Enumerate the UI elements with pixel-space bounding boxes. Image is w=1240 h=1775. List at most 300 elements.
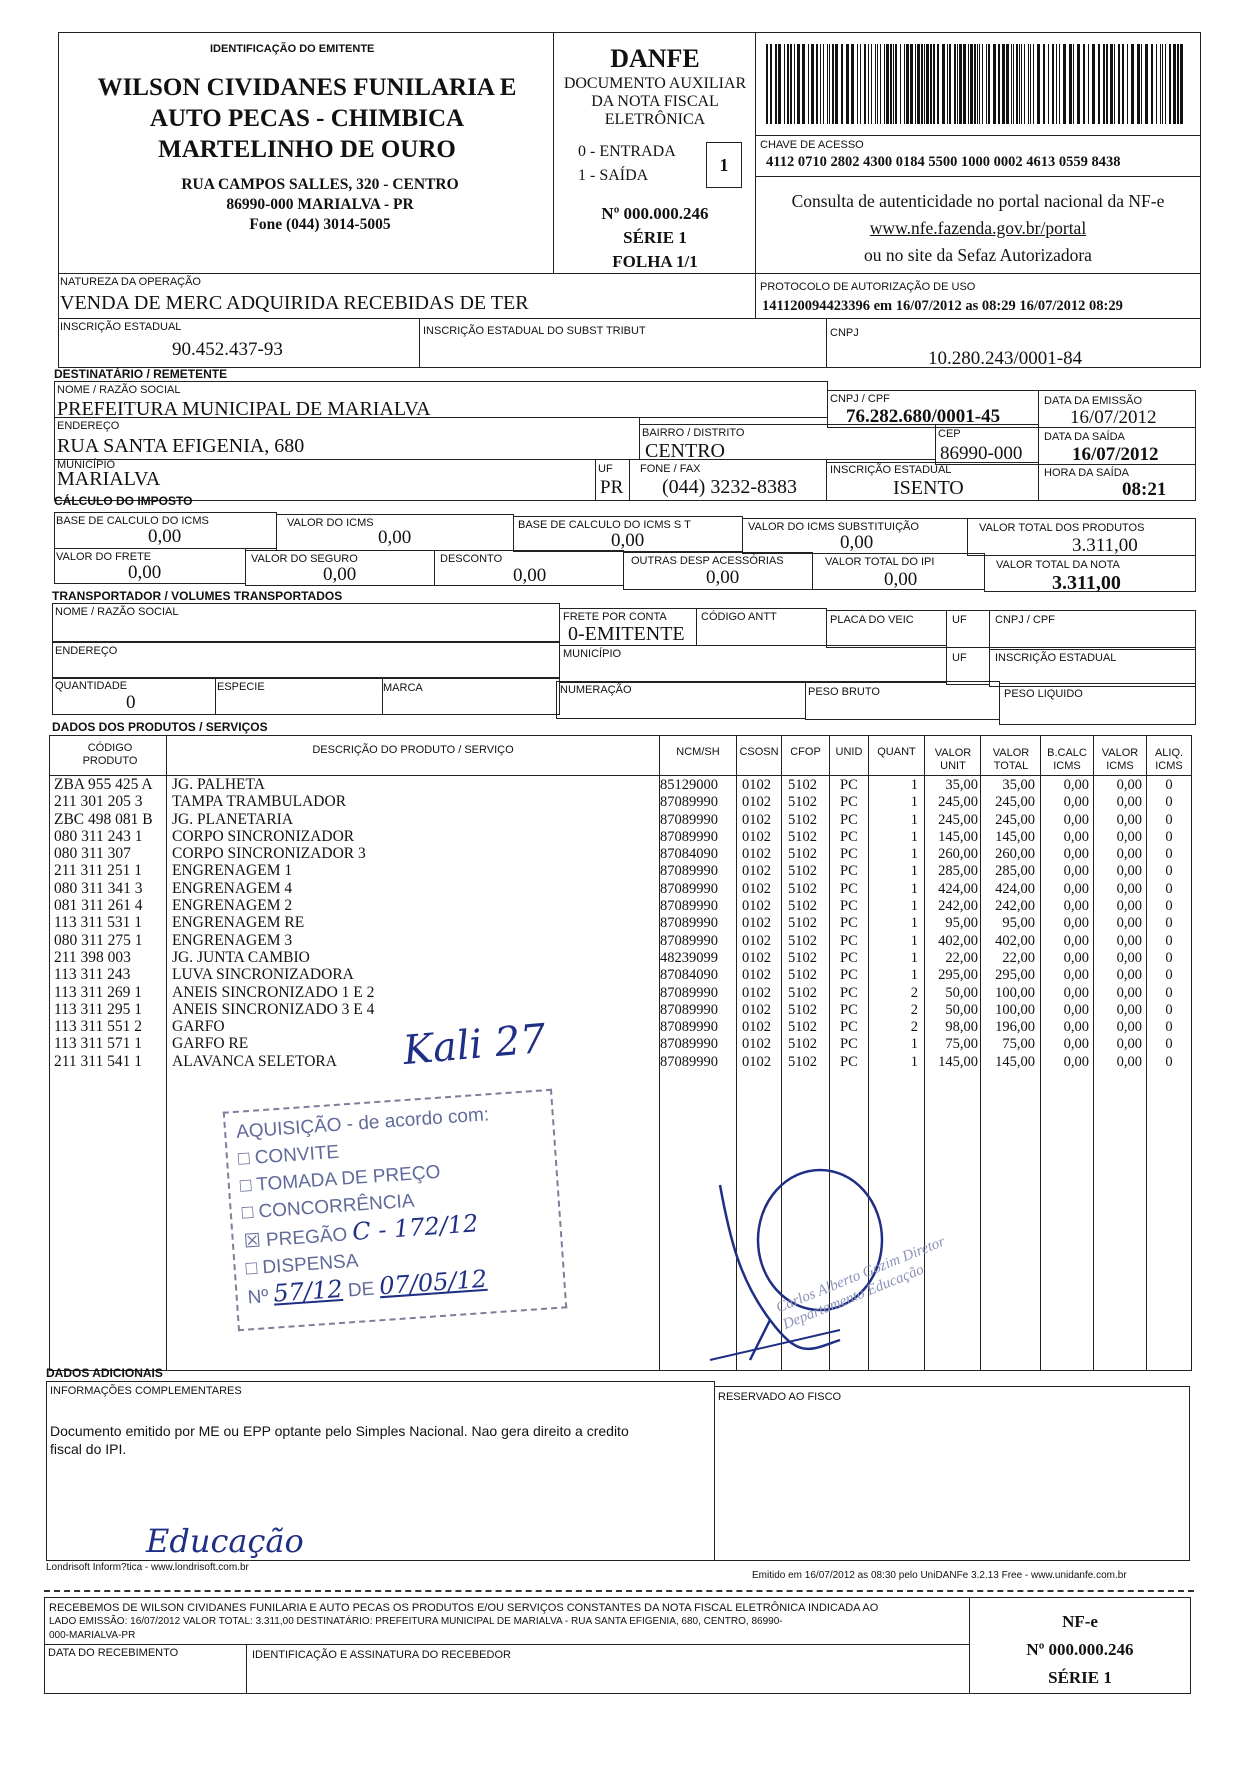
item-quant: 1	[910, 898, 918, 915]
item-descricao: JG. PALHETA	[172, 776, 265, 793]
item-vicms: 0,00	[1116, 1036, 1142, 1053]
barcode-bar	[937, 44, 939, 124]
item-unid: PC	[840, 863, 858, 880]
transportador-section-label: TRANSPORTADOR / VOLUMES TRANSPORTADOS	[52, 589, 343, 603]
barcode-bar	[1073, 44, 1074, 124]
barcode-bar	[968, 44, 969, 124]
canhoto-divider	[44, 1644, 970, 1645]
transp-placa-label: PLACA DO VEIC	[830, 614, 914, 626]
info-line1: Documento emitido por ME ou EPP optante pelo Simples Nacional. Nao gera direito a credito	[50, 1423, 629, 1439]
item-csosn: 0102	[742, 1036, 771, 1053]
imp-ipi-label: VALOR TOTAL DO IPI	[825, 556, 935, 568]
item-csosn: 0102	[742, 898, 771, 915]
item-vicms: 0,00	[1116, 880, 1142, 897]
item-csosn: 0102	[742, 863, 771, 880]
col-header-bcalc: B.CALC ICMS	[1047, 747, 1087, 772]
imp-base-icms-label: BASE DE CALCULO DO ICMS	[56, 515, 209, 527]
transp-qtd-label: QUANTIDADE	[55, 680, 128, 692]
barcode-bar	[957, 44, 958, 124]
signature-bottom: Educação	[146, 1522, 304, 1560]
transp-peso-liquido-label: PESO LIQUIDO	[1004, 688, 1083, 700]
item-vicms: 0,00	[1116, 984, 1142, 1001]
barcode-bar	[906, 44, 909, 124]
item-quant: 2	[910, 1001, 918, 1018]
item-cfop: 5102	[788, 1053, 817, 1070]
item-cfop: 5102	[788, 949, 817, 966]
item-csosn: 0102	[742, 967, 771, 984]
dest-saida-label: DATA DA SAÍDA	[1044, 431, 1125, 443]
natureza-value: VENDA DE MERC ADQUIRIDA RECEBIDAS DE TER	[60, 292, 529, 314]
barcode-bar	[1019, 44, 1020, 124]
item-aliq: 0	[1165, 967, 1173, 984]
col-header-descricao: DESCRIÇÃO DO PRODUTO / SERVIÇO	[312, 744, 514, 756]
item-descricao: TAMPA TRAMBULADOR	[172, 793, 347, 811]
item-ncm: 87089990	[660, 863, 718, 880]
item-vunit: 50,00	[945, 1001, 978, 1018]
dest-cnpj: 76.282.680/0001-45	[846, 406, 1001, 427]
imp-desconto-label: DESCONTO	[440, 553, 503, 565]
transp-endereco-label: ENDEREÇO	[55, 645, 118, 657]
transp-numeracao-label: NUMERAÇÃO	[560, 684, 632, 696]
barcode-bar	[1156, 44, 1157, 124]
imp-total-prod-label: VALOR TOTAL DOS PRODUTOS	[979, 522, 1145, 534]
col-ncm	[660, 777, 735, 1071]
cnpj-emit-label: CNPJ	[830, 327, 859, 339]
col-vicms	[1094, 777, 1142, 1071]
barcode-bar	[1030, 44, 1031, 124]
stamp-line6-text: DISPENSA	[261, 1250, 360, 1279]
item-vtotal: 100,00	[995, 1001, 1035, 1018]
barcode-bar	[959, 44, 962, 124]
item-ncm: 87089990	[660, 828, 718, 845]
danfe-tipo-box	[706, 142, 742, 188]
item-vunit: 242,00	[938, 898, 978, 915]
item-cfop: 5102	[788, 863, 817, 880]
barcode-bar	[1063, 44, 1066, 124]
item-vtotal: 245,00	[995, 794, 1035, 811]
barcode-bar	[846, 44, 849, 124]
item-aliq: 0	[1165, 1036, 1173, 1053]
consulta-block	[757, 188, 1199, 269]
consulta-text: Consulta de autenticidade no portal nacional da NF-e	[791, 191, 1165, 211]
imp-icms-sub-label: VALOR DO ICMS SUBSTITUIÇÃO	[748, 521, 919, 533]
item-vicms: 0,00	[1116, 949, 1142, 966]
barcode-bar	[778, 44, 781, 124]
item-vunit: 145,00	[938, 1053, 978, 1070]
item-vtotal: 245,00	[995, 811, 1035, 828]
item-quant: 1	[910, 794, 918, 811]
barcode-bar	[924, 44, 925, 124]
col-header-unid: UNID	[835, 746, 863, 758]
emitente-phone: Fone (044) 3014-5005	[249, 216, 391, 233]
dest-nome-label: NOME / RAZÃO SOCIAL	[57, 384, 181, 396]
transp-peso-bruto-label: PESO BRUTO	[808, 686, 880, 698]
col-vtotal	[981, 777, 1035, 1071]
col-header-ncm: NCM/SH	[676, 746, 720, 758]
item-codigo: 113 311 295 1	[54, 1000, 142, 1018]
imp-base-icms: 0,00	[148, 526, 182, 547]
dest-cnpj-label: CNPJ / CPF	[830, 393, 890, 405]
barcode-bar	[775, 44, 777, 124]
item-quant: 2	[910, 984, 918, 1001]
transp-nome-label: NOME / RAZÃO SOCIAL	[55, 606, 179, 618]
item-ncm: 85129000	[660, 777, 718, 793]
item-vicms: 0,00	[1116, 1001, 1142, 1018]
item-vunit: 145,00	[938, 828, 978, 845]
barcode-bar	[1033, 44, 1034, 124]
dest-hora: 08:21	[1122, 479, 1167, 500]
danfe-numero-block	[555, 202, 755, 274]
barcode-bar	[797, 44, 800, 124]
item-csosn: 0102	[742, 915, 771, 932]
adicionais-section-label: DADOS ADICIONAIS	[46, 1366, 163, 1380]
item-codigo: 211 398 003	[54, 948, 131, 966]
item-ncm: 87084090	[660, 846, 718, 863]
barcode-bar	[1131, 44, 1134, 124]
item-codigo: 113 311 571 1	[54, 1035, 142, 1053]
barcode-bar	[880, 44, 881, 124]
canhoto-ident-label: IDENTIFICAÇÃO E ASSINATURA DO RECEBEDOR	[252, 1649, 511, 1661]
item-aliq: 0	[1165, 777, 1173, 793]
item-bcalc: 0,00	[1063, 949, 1089, 966]
stamp-line7-date: 07/05/12	[378, 1264, 488, 1301]
danfe-sub3: ELETRÔNICA	[604, 111, 706, 128]
item-vtotal: 260,00	[995, 846, 1035, 863]
barcode-bar	[841, 44, 843, 124]
item-csosn: 0102	[742, 880, 771, 897]
col-csosn	[742, 777, 782, 1071]
barcode-bar	[1043, 44, 1045, 124]
item-unid: PC	[840, 1019, 858, 1036]
item-descricao: ANEIS SINCRONIZADO 1 E 2	[172, 983, 375, 1001]
item-unid: PC	[840, 1053, 858, 1070]
item-bcalc: 0,00	[1063, 984, 1089, 1001]
barcode-bar	[979, 44, 980, 124]
col-quant	[870, 777, 918, 1071]
dest-cep-label: CEP	[938, 428, 961, 440]
item-codigo: ZBA 955 425 A	[54, 776, 153, 793]
barcode-bar	[1016, 44, 1018, 124]
item-cfop: 5102	[788, 915, 817, 932]
stamp-line2-text: CONVITE	[254, 1141, 340, 1169]
item-csosn: 0102	[742, 794, 771, 811]
danfe-folha: FOLHA 1/1	[612, 252, 698, 271]
danfe-tipo: 1	[719, 155, 729, 175]
barcode-bar	[802, 44, 805, 124]
dest-fone: (044) 3232-8383	[662, 476, 797, 498]
item-cfop: 5102	[788, 828, 817, 845]
canhoto-nfe-block	[970, 1608, 1190, 1692]
item-codigo: 113 311 531 1	[54, 914, 142, 932]
item-bcalc: 0,00	[1063, 880, 1089, 897]
item-descricao: ENGRENAGEM 4	[172, 879, 293, 897]
item-ncm: 87089990	[660, 1001, 718, 1018]
canhoto-col-line	[246, 1644, 247, 1694]
barcode-bar	[998, 44, 1000, 124]
dest-emissao-label: DATA DA EMISSÃO	[1044, 395, 1143, 407]
dest-uf-label: UF	[598, 463, 613, 475]
barcode-bar	[877, 44, 878, 124]
col-codigo	[54, 776, 166, 1070]
imp-seguro-label: VALOR DO SEGURO	[251, 553, 358, 565]
imp-outras: 0,00	[706, 567, 740, 588]
item-descricao: ENGRENAGEM 1	[172, 862, 293, 880]
aquisicao-stamp	[223, 1089, 568, 1331]
barcode-bar	[1098, 44, 1100, 124]
canhoto-nfe: NF-e	[1062, 1612, 1098, 1631]
item-bcalc: 0,00	[1063, 794, 1089, 811]
ie-value: 90.452.437-93	[172, 339, 283, 360]
emitente-address: RUA CAMPOS SALLES, 320 - CENTRO	[181, 176, 459, 193]
item-aliq: 0	[1165, 915, 1173, 932]
col-header-vicms: VALOR ICMS	[1101, 747, 1139, 772]
item-cfop: 5102	[788, 898, 817, 915]
barcode-bar	[1092, 44, 1095, 124]
barcode-bar	[1110, 44, 1113, 124]
item-unid: PC	[840, 932, 858, 949]
barcode-bar	[1165, 44, 1166, 124]
handwritten-note: Kali 27	[401, 1015, 548, 1075]
barcode-bar	[770, 44, 772, 124]
item-csosn: 0102	[742, 949, 771, 966]
barcode-bar	[917, 44, 920, 124]
barcode-bar	[1083, 44, 1085, 124]
item-bcalc: 0,00	[1063, 1019, 1089, 1036]
item-csosn: 0102	[742, 1001, 771, 1018]
barcode-bar	[986, 44, 987, 124]
item-cfop: 5102	[788, 1036, 817, 1053]
item-bcalc: 0,00	[1063, 1001, 1089, 1018]
col-cfop	[788, 777, 828, 1071]
item-ncm: 87089990	[660, 932, 718, 949]
item-vunit: 295,00	[938, 967, 978, 984]
barcode-bar	[1141, 44, 1142, 124]
item-vicms: 0,00	[1116, 1053, 1142, 1070]
danfe-sub1: DOCUMENTO AUXILIAR	[563, 75, 747, 92]
item-descricao: JG. JUNTA CAMBIO	[172, 948, 310, 966]
item-codigo: 080 311 275 1	[54, 931, 143, 949]
barcode-bar	[933, 44, 935, 124]
item-ncm: 87084090	[660, 967, 718, 984]
item-bcalc: 0,00	[1063, 915, 1089, 932]
danfe-sub2: DA NOTA FISCAL	[591, 93, 719, 110]
imp-seguro: 0,00	[323, 564, 357, 585]
item-bcalc: 0,00	[1063, 811, 1089, 828]
item-codigo: 080 311 341 3	[54, 879, 143, 897]
iest-label: INSCRIÇÃO ESTADUAL DO SUBST TRIBUT	[423, 325, 646, 337]
item-descricao: LUVA SINCRONIZADORA	[172, 966, 354, 984]
consulta-text-2: ou no site da Sefaz Autorizadora	[864, 245, 1092, 265]
item-bcalc: 0,00	[1063, 777, 1089, 793]
item-codigo: 080 311 243 1	[54, 827, 143, 845]
imp-total-prod: 3.311,00	[1072, 535, 1138, 556]
item-vunit: 260,00	[938, 846, 978, 863]
imposto-section-label: CÁLCULO DO IMPOSTO	[54, 494, 193, 508]
barcode-bar	[1011, 44, 1012, 124]
stamp-line3-text: TOMADA DE PREÇO	[255, 1161, 442, 1196]
protocolo-value: 141120094423396 em 16/07/2012 as 08:29 16/07/2012 08:29	[762, 298, 1123, 314]
dest-bairro-label: BAIRRO / DISTRITO	[642, 427, 745, 439]
item-unid: PC	[840, 915, 858, 932]
item-ncm: 87089990	[660, 811, 718, 828]
emitente-address-block	[140, 175, 500, 235]
barcode-bar	[1013, 44, 1014, 124]
item-unid: PC	[840, 1001, 858, 1018]
item-quant: 1	[910, 811, 918, 828]
barcode-bar	[1052, 44, 1054, 124]
canhoto-numero: Nº 000.000.246	[1026, 1640, 1134, 1659]
emitente-name-line3: MARTELINHO DE OURO	[158, 136, 456, 163]
dest-endereco-label: ENDEREÇO	[57, 420, 120, 432]
danfe-serie: SÉRIE 1	[623, 228, 687, 247]
barcode-bar	[1151, 44, 1153, 124]
barcode-bar	[1103, 44, 1105, 124]
item-vunit: 22,00	[945, 949, 978, 966]
imp-base-st-label: BASE DE CALCULO DO ICMS S T	[518, 519, 691, 531]
item-cfop: 5102	[788, 811, 817, 828]
dest-ie: ISENTO	[893, 477, 964, 499]
item-descricao: JG. PLANETARIA	[172, 810, 294, 828]
imp-total-nota: 3.311,00	[1052, 572, 1121, 594]
item-cfop: 5102	[788, 984, 817, 1001]
barcode-bar	[1177, 44, 1179, 124]
item-bcalc: 0,00	[1063, 898, 1089, 915]
item-vicms: 0,00	[1116, 967, 1142, 984]
barcode-bar	[875, 44, 876, 124]
item-vicms: 0,00	[1116, 1019, 1142, 1036]
item-quant: 1	[910, 915, 918, 932]
consulta-url[interactable]: www.nfe.fazenda.gov.br/portal	[869, 218, 1087, 238]
transp-marca-label: MARCA	[383, 682, 423, 694]
item-codigo: 113 311 269 1	[54, 983, 142, 1001]
item-aliq: 0	[1165, 932, 1173, 949]
imp-icms-sub: 0,00	[840, 532, 874, 553]
emitente-name	[62, 72, 552, 165]
barcode-bar	[811, 44, 814, 124]
info-line2: fiscal do IPI.	[50, 1441, 127, 1457]
dest-ie-label: INSCRIÇÃO ESTADUAL	[830, 464, 952, 476]
info-label: INFORMAÇÕES COMPLEMENTARES	[50, 1385, 242, 1397]
item-aliq: 0	[1165, 811, 1173, 828]
barcode-bar	[1006, 44, 1009, 124]
item-cfop: 5102	[788, 846, 817, 863]
item-unid: PC	[840, 949, 858, 966]
item-descricao: ENGRENAGEM RE	[172, 914, 305, 932]
item-descricao: ENGRENAGEM 2	[172, 897, 293, 915]
item-descricao: ANEIS SINCRONIZADO 3 E 4	[172, 1000, 375, 1018]
item-vunit: 424,00	[938, 880, 978, 897]
item-unid: PC	[840, 1036, 858, 1053]
barcode-bar	[895, 44, 897, 124]
item-aliq: 0	[1165, 794, 1173, 811]
item-vicms: 0,00	[1116, 828, 1142, 845]
imp-valor-icms: 0,00	[378, 527, 412, 548]
item-aliq: 0	[1165, 1019, 1173, 1036]
item-ncm: 87089990	[660, 1053, 718, 1070]
barcode-bar	[949, 44, 951, 124]
item-bcalc: 0,00	[1063, 828, 1089, 845]
dest-saida: 16/07/2012	[1072, 444, 1159, 465]
barcode-bar	[982, 44, 983, 124]
item-vicms: 0,00	[1116, 794, 1142, 811]
stamp-line6: □ DISPENSA	[245, 1250, 360, 1280]
col-header-vtotal: VALOR TOTAL	[992, 747, 1030, 772]
barcode-bar	[1162, 44, 1163, 124]
barcode-bar	[1056, 44, 1057, 124]
transp-antt-label: CÓDIGO ANTT	[701, 611, 777, 623]
emitente-city: 86990-000 MARIALVA - PR	[226, 196, 414, 213]
item-descricao: GARFO RE	[172, 1035, 249, 1053]
stamp-line2: □ CONVITE	[237, 1141, 340, 1170]
stamp-line1: AQUISIÇÃO - de acordo com:	[235, 1104, 490, 1143]
item-aliq: 0	[1165, 863, 1173, 880]
item-unid: PC	[840, 846, 858, 863]
barcode-bar	[1048, 44, 1049, 124]
barcode-bar	[1127, 44, 1128, 124]
protocolo-label: PROTOCOLO DE AUTORIZAÇÃO DE USO	[760, 281, 976, 293]
ie-label: INSCRIÇÃO ESTADUAL	[60, 321, 182, 333]
item-ncm: 87089990	[660, 1019, 718, 1036]
cut-line	[44, 1590, 1194, 1592]
barcode-bar	[857, 44, 858, 124]
barcode-bar	[851, 44, 854, 124]
barcode-bar	[823, 44, 824, 124]
barcode-bar	[1173, 44, 1176, 124]
item-ncm: 87089990	[660, 898, 718, 915]
item-cfop: 5102	[788, 794, 817, 811]
item-aliq: 0	[1165, 1053, 1173, 1070]
item-vtotal: 402,00	[995, 932, 1035, 949]
item-vtotal: 196,00	[995, 1019, 1035, 1036]
barcode-image	[766, 44, 1191, 124]
item-vtotal: 285,00	[995, 863, 1035, 880]
col-header-quant: QUANT	[877, 746, 916, 758]
item-csosn: 0102	[742, 984, 771, 1001]
transp-uf-label: UF	[952, 614, 967, 626]
barcode-bar	[893, 44, 894, 124]
imp-frete: 0,00	[128, 562, 162, 583]
barcode-bar	[954, 44, 956, 124]
stamp-line7-de: DE	[347, 1278, 376, 1302]
item-aliq: 0	[1165, 898, 1173, 915]
emitente-name-line2: AUTO PECAS - CHIMBICA	[149, 105, 465, 132]
item-aliq: 0	[1165, 1001, 1173, 1018]
item-ncm: 48239099	[660, 949, 718, 966]
item-vunit: 245,00	[938, 811, 978, 828]
item-aliq: 0	[1165, 949, 1173, 966]
barcode-bar	[904, 44, 905, 124]
item-bcalc: 0,00	[1063, 967, 1089, 984]
barcode-bar	[864, 44, 866, 124]
item-csosn: 0102	[742, 777, 771, 793]
transp-frete: 0-EMITENTE	[568, 623, 685, 645]
imp-valor-icms-label: VALOR DO ICMS	[287, 517, 374, 529]
barcode-bar	[1037, 44, 1040, 124]
item-csosn: 0102	[742, 932, 771, 949]
item-vunit: 245,00	[938, 794, 978, 811]
fisco-label: RESERVADO AO FISCO	[718, 1391, 842, 1403]
barcode-bar	[1069, 44, 1072, 124]
item-quant: 1	[910, 846, 918, 863]
item-quant: 1	[910, 863, 918, 880]
barcode-bar	[871, 44, 872, 124]
col-bcalc	[1041, 777, 1089, 1071]
item-unid: PC	[840, 880, 858, 897]
item-codigo: ZBC 498 081 B	[54, 810, 153, 828]
item-codigo: 113 311 551 2	[54, 1018, 142, 1036]
item-vicms: 0,00	[1116, 898, 1142, 915]
barcode-bar	[974, 44, 976, 124]
